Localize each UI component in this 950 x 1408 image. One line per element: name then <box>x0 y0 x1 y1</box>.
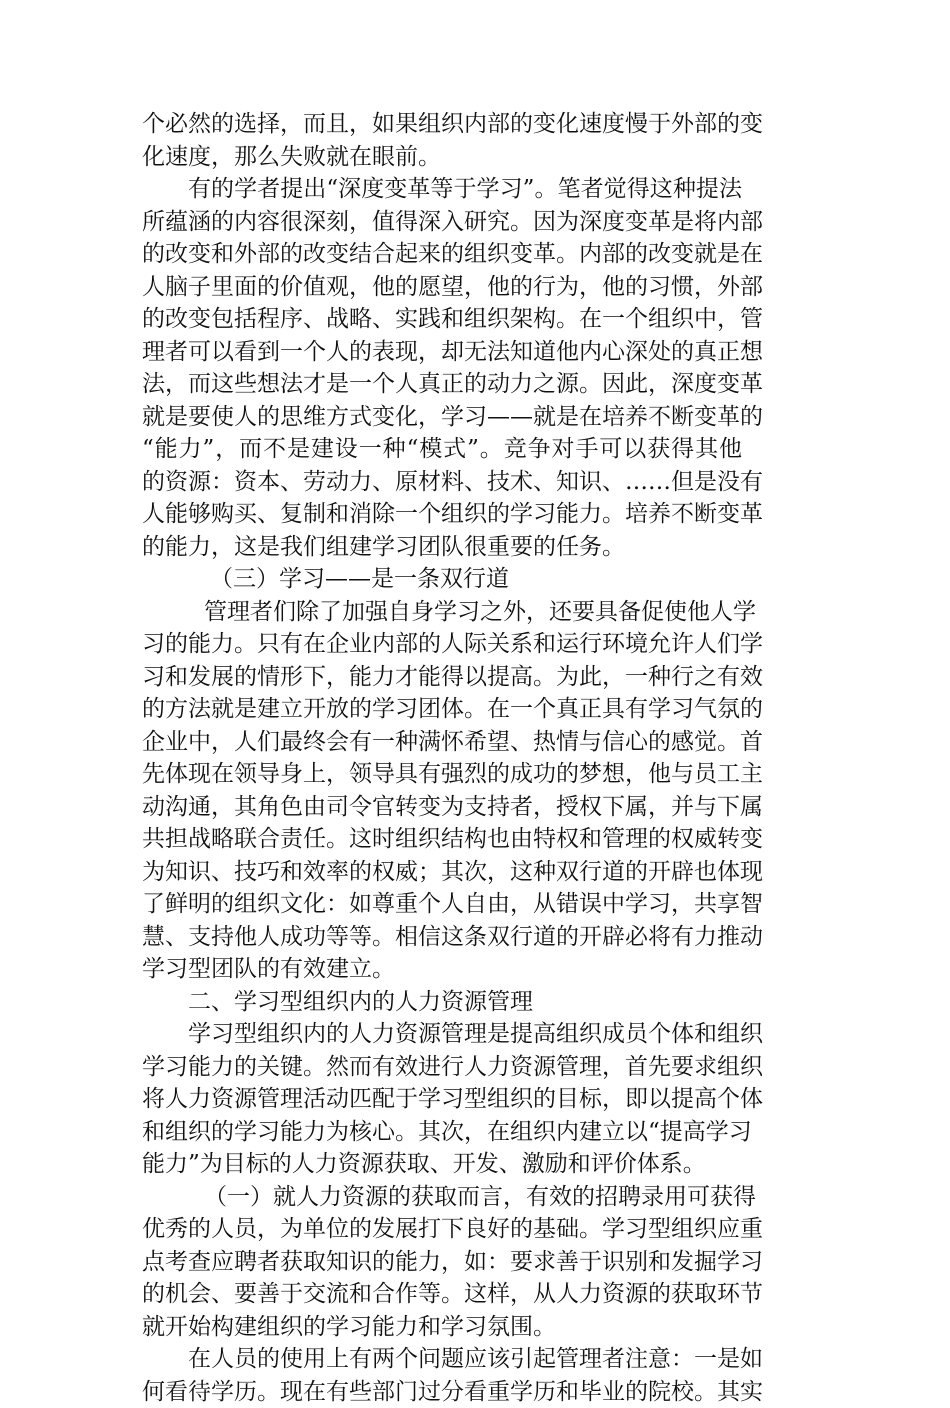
text-line: 了鲜明的组织文化：如尊重个人自由，从错误中学习，共享智 <box>142 888 742 921</box>
text-line: 化速度，那么失败就在眼前。 <box>142 141 742 174</box>
text-line: 企业中，人们最终会有一种满怀希望、热情与信心的感觉。首 <box>142 726 742 759</box>
text-line: 学习型组织内的人力资源管理是提高组织成员个体和组织 <box>142 1018 742 1051</box>
text-line: 学习型团队的有效建立。 <box>142 953 742 986</box>
text-line: 有的学者提出“深度变革等于学习”。笔者觉得这种提法 <box>142 173 742 206</box>
text-line: 共担战略联合责任。这时组织结构也由特权和管理的权威转变 <box>142 823 742 856</box>
text-line: 法，而这些想法才是一个人真正的动力之源。因此，深度变革 <box>142 368 742 401</box>
text-line: 就开始构建组织的学习能力和学习氛围。 <box>142 1311 742 1344</box>
text-line: 点考查应聘者获取知识的能力，如：要求善于识别和发掘学习 <box>142 1246 742 1279</box>
text-line: 先体现在领导身上，领导具有强烈的成功的梦想，他与员工主 <box>142 758 742 791</box>
text-line: （一）就人力资源的获取而言，有效的招聘录用可获得 <box>142 1181 742 1214</box>
text-line: 习和发展的情形下，能力才能得以提高。为此，一种行之有效 <box>142 661 742 694</box>
text-line: 个必然的选择，而且，如果组织内部的变化速度慢于外部的变 <box>142 108 742 141</box>
text-line: 习的能力。只有在企业内部的人际关系和运行环境允许人们学 <box>142 628 742 661</box>
section-heading: （三）学习——是一条双行道 <box>142 563 742 596</box>
text-line: 人脑子里面的价值观，他的愿望，他的行为，他的习惯，外部 <box>142 271 742 304</box>
text-line: 的改变包括程序、战略、实践和组织架构。在一个组织中，管 <box>142 303 742 336</box>
text-line: 的机会、要善于交流和合作等。这样，从人力资源的获取环节 <box>142 1278 742 1311</box>
text-line: 和组织的学习能力为核心。其次，在组织内建立以“提高学习 <box>142 1116 742 1149</box>
text-line: 所蕴涵的内容很深刻，值得深入研究。因为深度变革是将内部 <box>142 206 742 239</box>
document-body-text <box>142 108 742 1408</box>
text-line: 何看待学历。现在有些部门过分看重学历和毕业的院校。其实 <box>142 1376 742 1408</box>
text-line: 在人员的使用上有两个问题应该引起管理者注意：一是如 <box>142 1343 742 1376</box>
text-line: 的能力，这是我们组建学习团队很重要的任务。 <box>142 531 742 564</box>
text-line: 管理者们除了加强自身学习之外，还要具备促使他人学 <box>142 596 742 629</box>
text-line: 人能够购买、复制和消除一个组织的学习能力。培养不断变革 <box>142 498 742 531</box>
text-line: “能力”，而不是建设一种“模式”。竞争对手可以获得其他 <box>142 433 742 466</box>
text-line: 慧、支持他人成功等等。相信这条双行道的开辟必将有力推动 <box>142 921 742 954</box>
text-line: 将人力资源管理活动匹配于学习型组织的目标，即以提高个体 <box>142 1083 742 1116</box>
text-line: 的方法就是建立开放的学习团体。在一个真正具有学习气氛的 <box>142 693 742 726</box>
text-line: 为知识、技巧和效率的权威；其次，这种双行道的开辟也体现 <box>142 856 742 889</box>
text-line: 的改变和外部的改变结合起来的组织变革。内部的改变就是在 <box>142 238 742 271</box>
text-line: 能力”为目标的人力资源获取、开发、激励和评价体系。 <box>142 1148 742 1181</box>
text-line: 动沟通，其角色由司令官转变为支持者，授权下属，并与下属 <box>142 791 742 824</box>
text-line: 优秀的人员，为单位的发展打下良好的基础。学习型组织应重 <box>142 1213 742 1246</box>
text-line: 理者可以看到一个人的表现，却无法知道他内心深处的真正想 <box>142 336 742 369</box>
text-line: 学习能力的关键。然而有效进行人力资源管理，首先要求组织 <box>142 1051 742 1084</box>
section-heading: 二、学习型组织内的人力资源管理 <box>142 986 742 1019</box>
text-line: 就是要使人的思维方式变化，学习——就是在培养不断变革的 <box>142 401 742 434</box>
text-line: 的资源：资本、劳动力、原材料、技术、知识、……但是没有 <box>142 466 742 499</box>
